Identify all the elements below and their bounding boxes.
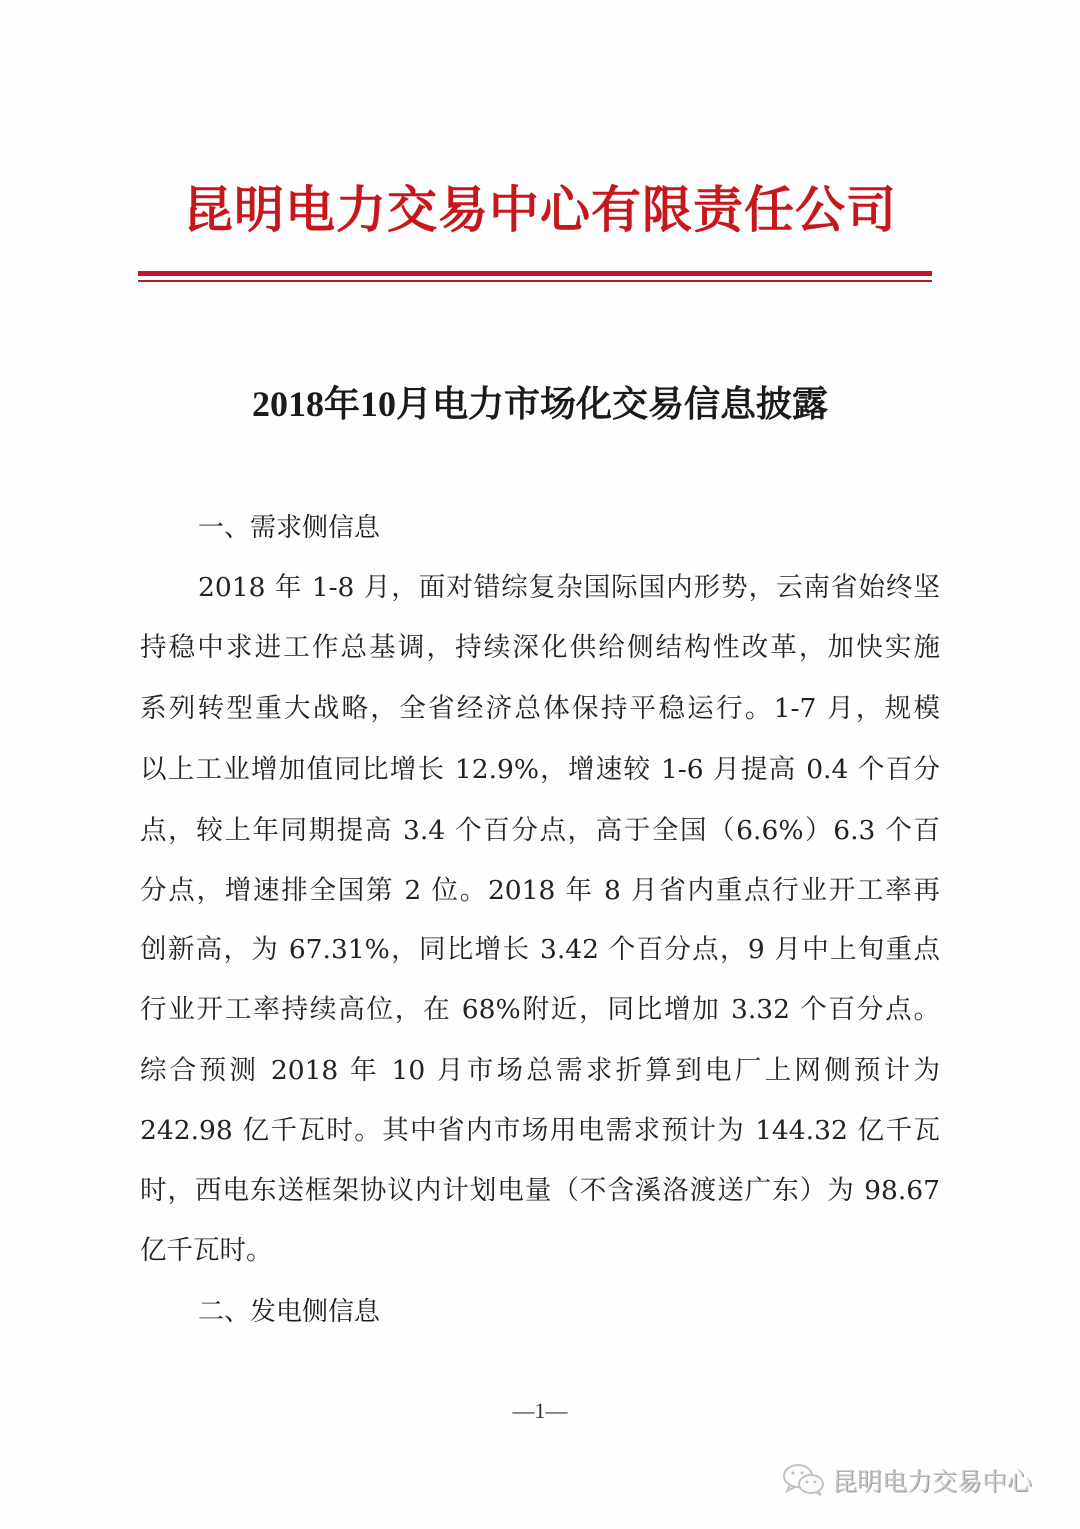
paragraph-line: 分点，增速排全国第 2 位。2018 年 8 月省内重点行业开工率再 [140, 875, 940, 906]
paragraph-line: 点，较上年同期提高 3.4 个百分点，高于全国（6.6%）6.3 个百 [140, 815, 940, 846]
wechat-watermark [782, 1462, 1032, 1498]
paragraph-line: 行业开工率持续高位，在 68%附近，同比增加 3.32 个百分点。 [140, 994, 940, 1025]
document-title: 2018年10月电力市场化交易信息披露 [251, 384, 828, 424]
wechat-icon [782, 1463, 826, 1497]
letterhead-rule-thick [138, 271, 932, 276]
paragraph-line: 242.98 亿千瓦时。其中省内市场用电需求预计为 144.32 亿千瓦 [140, 1115, 940, 1146]
organization-letterhead: 昆明电力交易中心有限责任公司 [183, 180, 897, 239]
paragraph-line: 2018 年 1-8 月，面对错综复杂国际国内形势，云南省始终坚 [198, 572, 940, 603]
section-heading-generation: 二、发电侧信息 [198, 1297, 381, 1327]
watermark-text: 昆明电力交易中心 [832, 1467, 1033, 1496]
paragraph-line: 创新高，为 67.31%，同比增长 3.42 个百分点，9 月中上旬重点 [140, 934, 940, 965]
paragraph-line: 时，西电东送框架协议内计划电量（不含溪洛渡送广东）为 98.67 [140, 1175, 940, 1206]
paragraph-line: 系列转型重大战略，全省经济总体保持平稳运行。1-7 月，规模 [140, 693, 940, 724]
paragraph-line: 以上工业增加值同比增长 12.9%，增速较 1-6 月提高 0.4 个百分 [140, 754, 940, 785]
paragraph-line: 亿千瓦时。 [140, 1235, 273, 1266]
letterhead-rule-thin [138, 280, 932, 282]
page-number: —1— [512, 1398, 568, 1423]
section-heading-demand: 一、需求侧信息 [198, 513, 381, 543]
paragraph-line: 持稳中求进工作总基调，持续深化供给侧结构性改革，加快实施 [140, 632, 940, 663]
paragraph-line: 综合预测 2018 年 10 月市场总需求折算到电厂上网侧预计为 [140, 1055, 940, 1086]
